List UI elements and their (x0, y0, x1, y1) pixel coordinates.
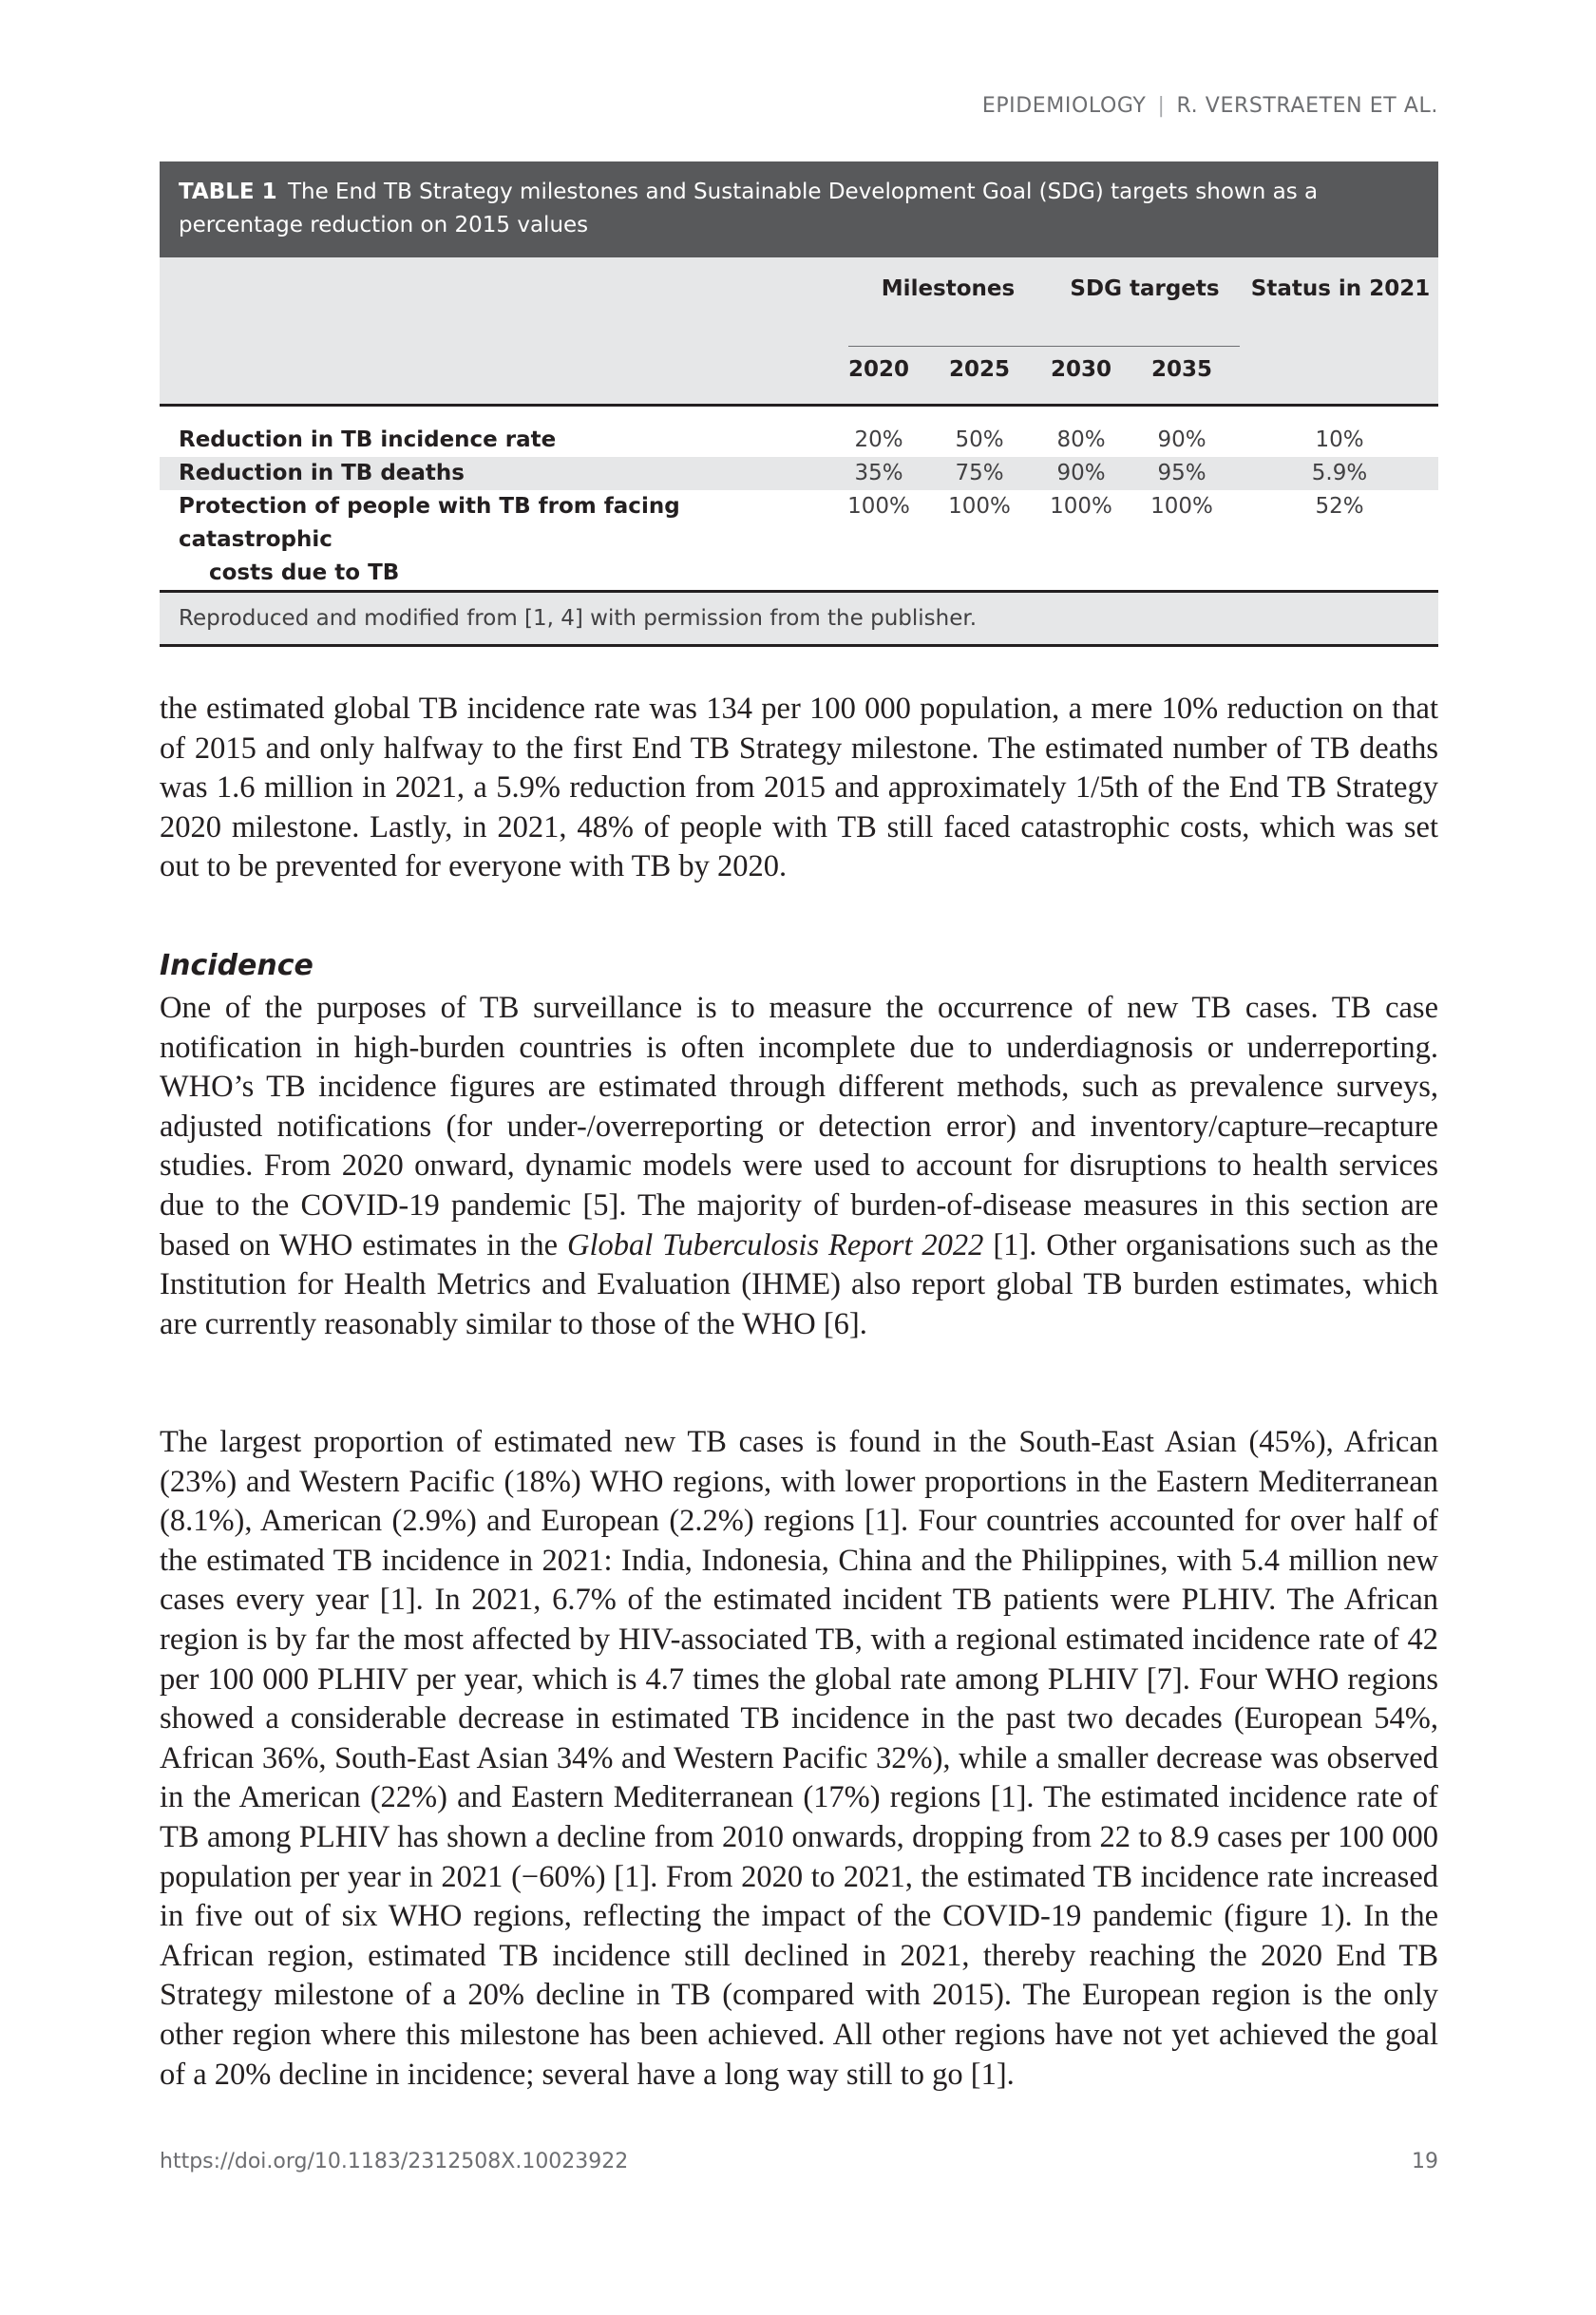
table-cell: 20% (854, 427, 903, 452)
header-year-2020: 2020 (847, 357, 909, 382)
table-cell: 100% (1050, 494, 1112, 519)
row-label-line-2: costs due to TB (209, 560, 400, 585)
table-1 (160, 161, 1438, 647)
paragraph-incidence-1 (160, 989, 1438, 1344)
row-label: Reduction in TB incidence rate (179, 427, 557, 452)
paragraph-incidence-1-part-b: [1]. Other organisations such as the Institution for Health Metrics and Evaluation (IHME) also report global TB burden estimates, which are currently reasonably similar to those of the WHO [6]. (160, 1227, 1438, 1341)
paragraph-incidence-1-part-a: One of the purposes of TB surveillance is to measure the occurrence of new TB cases. TB case notification in high-burden countries is often incomplete due to underdiagnosis or underreporting. WHO’s TB incidence figures are estimated through different methods, such as prevalence surveys, adjusted notifications (for under-/overreporting or detection error) and inventory/capture–recapture studies. From 2020 onward, dynamic models were used to account for disruptions to health services due to the COVID-19 pandemic [5]. The majority of burden-of-disease measures in this section are based on WHO estimates in the (160, 991, 1438, 1262)
header-section: EPIDEMIOLOGY (981, 94, 1147, 118)
header-sdg-targets: SDG targets (1070, 276, 1220, 301)
header-status-2021: Status in 2021 (1250, 276, 1431, 301)
footer-page-number: 19 (1412, 2150, 1438, 2173)
table-cell: 100% (948, 494, 1011, 519)
table-cell: 90% (1157, 427, 1206, 452)
table-caption (160, 161, 1438, 257)
table-cell: 50% (955, 427, 1004, 452)
report-title: Global Tuberculosis Report 2022 (566, 1227, 984, 1262)
header-group-rule (848, 346, 1240, 347)
table-cell-status: 52% (1315, 494, 1364, 519)
paragraph-incidence-2: The largest proportion of estimated new TB cases is found in the South-East Asian (45%), African (23%) and Western Pacific (18%) WHO regions, with lower proportions in the Eastern Mediterranean (8.1%), American (2.9%) and European (2.2%) regions [1]. Four countries accounted for over half of the estimated TB incidence in 2021: India, Indonesia, China and the Philippines, with 5.4 million new cases every year [1]. In 2021, 6.7% of the estimated incident TB patients were PLHIV. The African region is by far the most affected by HIV-associated TB, with a regional estimated incidence rate of 42 per 100 000 PLHIV per year, which is 4.7 times the global rate among PLHIV [7]. Four WHO regions showed a considerable decrease in estimated TB incidence in the past two decades (European 54%, African 36%, South-East Asian 34% and Western Pacific 32%), while a smaller decrease was observed in the American (22%) and Eastern Mediterranean (17%) regions [1]. The estimated incidence rate of TB among PLHIV has shown a decline from 2010 onwards, dropping from 22 to 8.9 cases per 100 000 population per year in 2021 (−60%) [1]. From 2020 to 2021, the estimated TB incidence rate increased in five out of six WHO regions, reflecting the impact of the COVID-19 pandemic (figure 1). In the African region, estimated TB incidence still declined in 2021, thereby reaching the 2020 End TB Strategy milestone of a 20% decline in TB (compared with 2015). The European region is the only other region where this milestone has been achieved. All other regions have not yet achieved the goal of a 20% decline in incidence; several have a long way still to go [1]. (160, 1425, 1438, 2092)
table-row (160, 490, 1438, 590)
table-header (160, 257, 1438, 407)
section-heading-incidence: Incidence (160, 949, 314, 982)
table-cell: 75% (955, 461, 1004, 485)
table-cell: 95% (1157, 461, 1206, 485)
header-year-2035: 2035 (1150, 357, 1212, 382)
table-cell-status: 5.9% (1311, 461, 1368, 485)
paragraph-intro: the estimated global TB incidence rate was 134 per 100 000 population, a mere 10% reduction on that of 2015 and only halfway to the first End TB Strategy milestone. The estimated number of TB deaths was 1.6 million in 2021, a 5.9% reduction from 2015 and approximately 1/5th of the End TB Strategy 2020 milestone. Lastly, in 2021, 48% of people with TB still faced catastrophic costs, which was set out to be prevented for everyone with TB by 2020. (160, 692, 1438, 884)
row-label (160, 490, 806, 590)
table-label: TABLE 1 (179, 180, 277, 204)
table-cell-status: 10% (1315, 427, 1364, 452)
table-body (160, 407, 1438, 590)
table-cell: 90% (1056, 461, 1106, 485)
header-year-2025: 2025 (948, 357, 1010, 382)
footer-doi: https://doi.org/10.1183/2312508X.10023922 (160, 2150, 629, 2173)
row-label: Reduction in TB deaths (179, 461, 465, 485)
table-caption-text: The End TB Strategy milestones and Sustainable Development Goal (SDG) targets shown as a percentage reduction on 2015 values (179, 180, 1319, 237)
table-row (160, 457, 1438, 490)
table-cell: 100% (1150, 494, 1213, 519)
running-header (982, 94, 1438, 118)
table-cell: 80% (1056, 427, 1106, 452)
table-footnote: Reproduced and modified from [1, 4] with permission from the publisher. (160, 590, 1438, 647)
header-year-2030: 2030 (1050, 357, 1112, 382)
row-label-line-1: Protection of people with TB from facing catastrophic (179, 494, 680, 552)
header-separator: | (1157, 94, 1166, 118)
table-cell: 35% (854, 461, 903, 485)
header-authors: R. VERSTRAETEN ET AL. (1176, 94, 1438, 118)
table-row (160, 424, 1438, 457)
header-milestones: Milestones (881, 276, 1016, 301)
table-cell: 100% (847, 494, 910, 519)
